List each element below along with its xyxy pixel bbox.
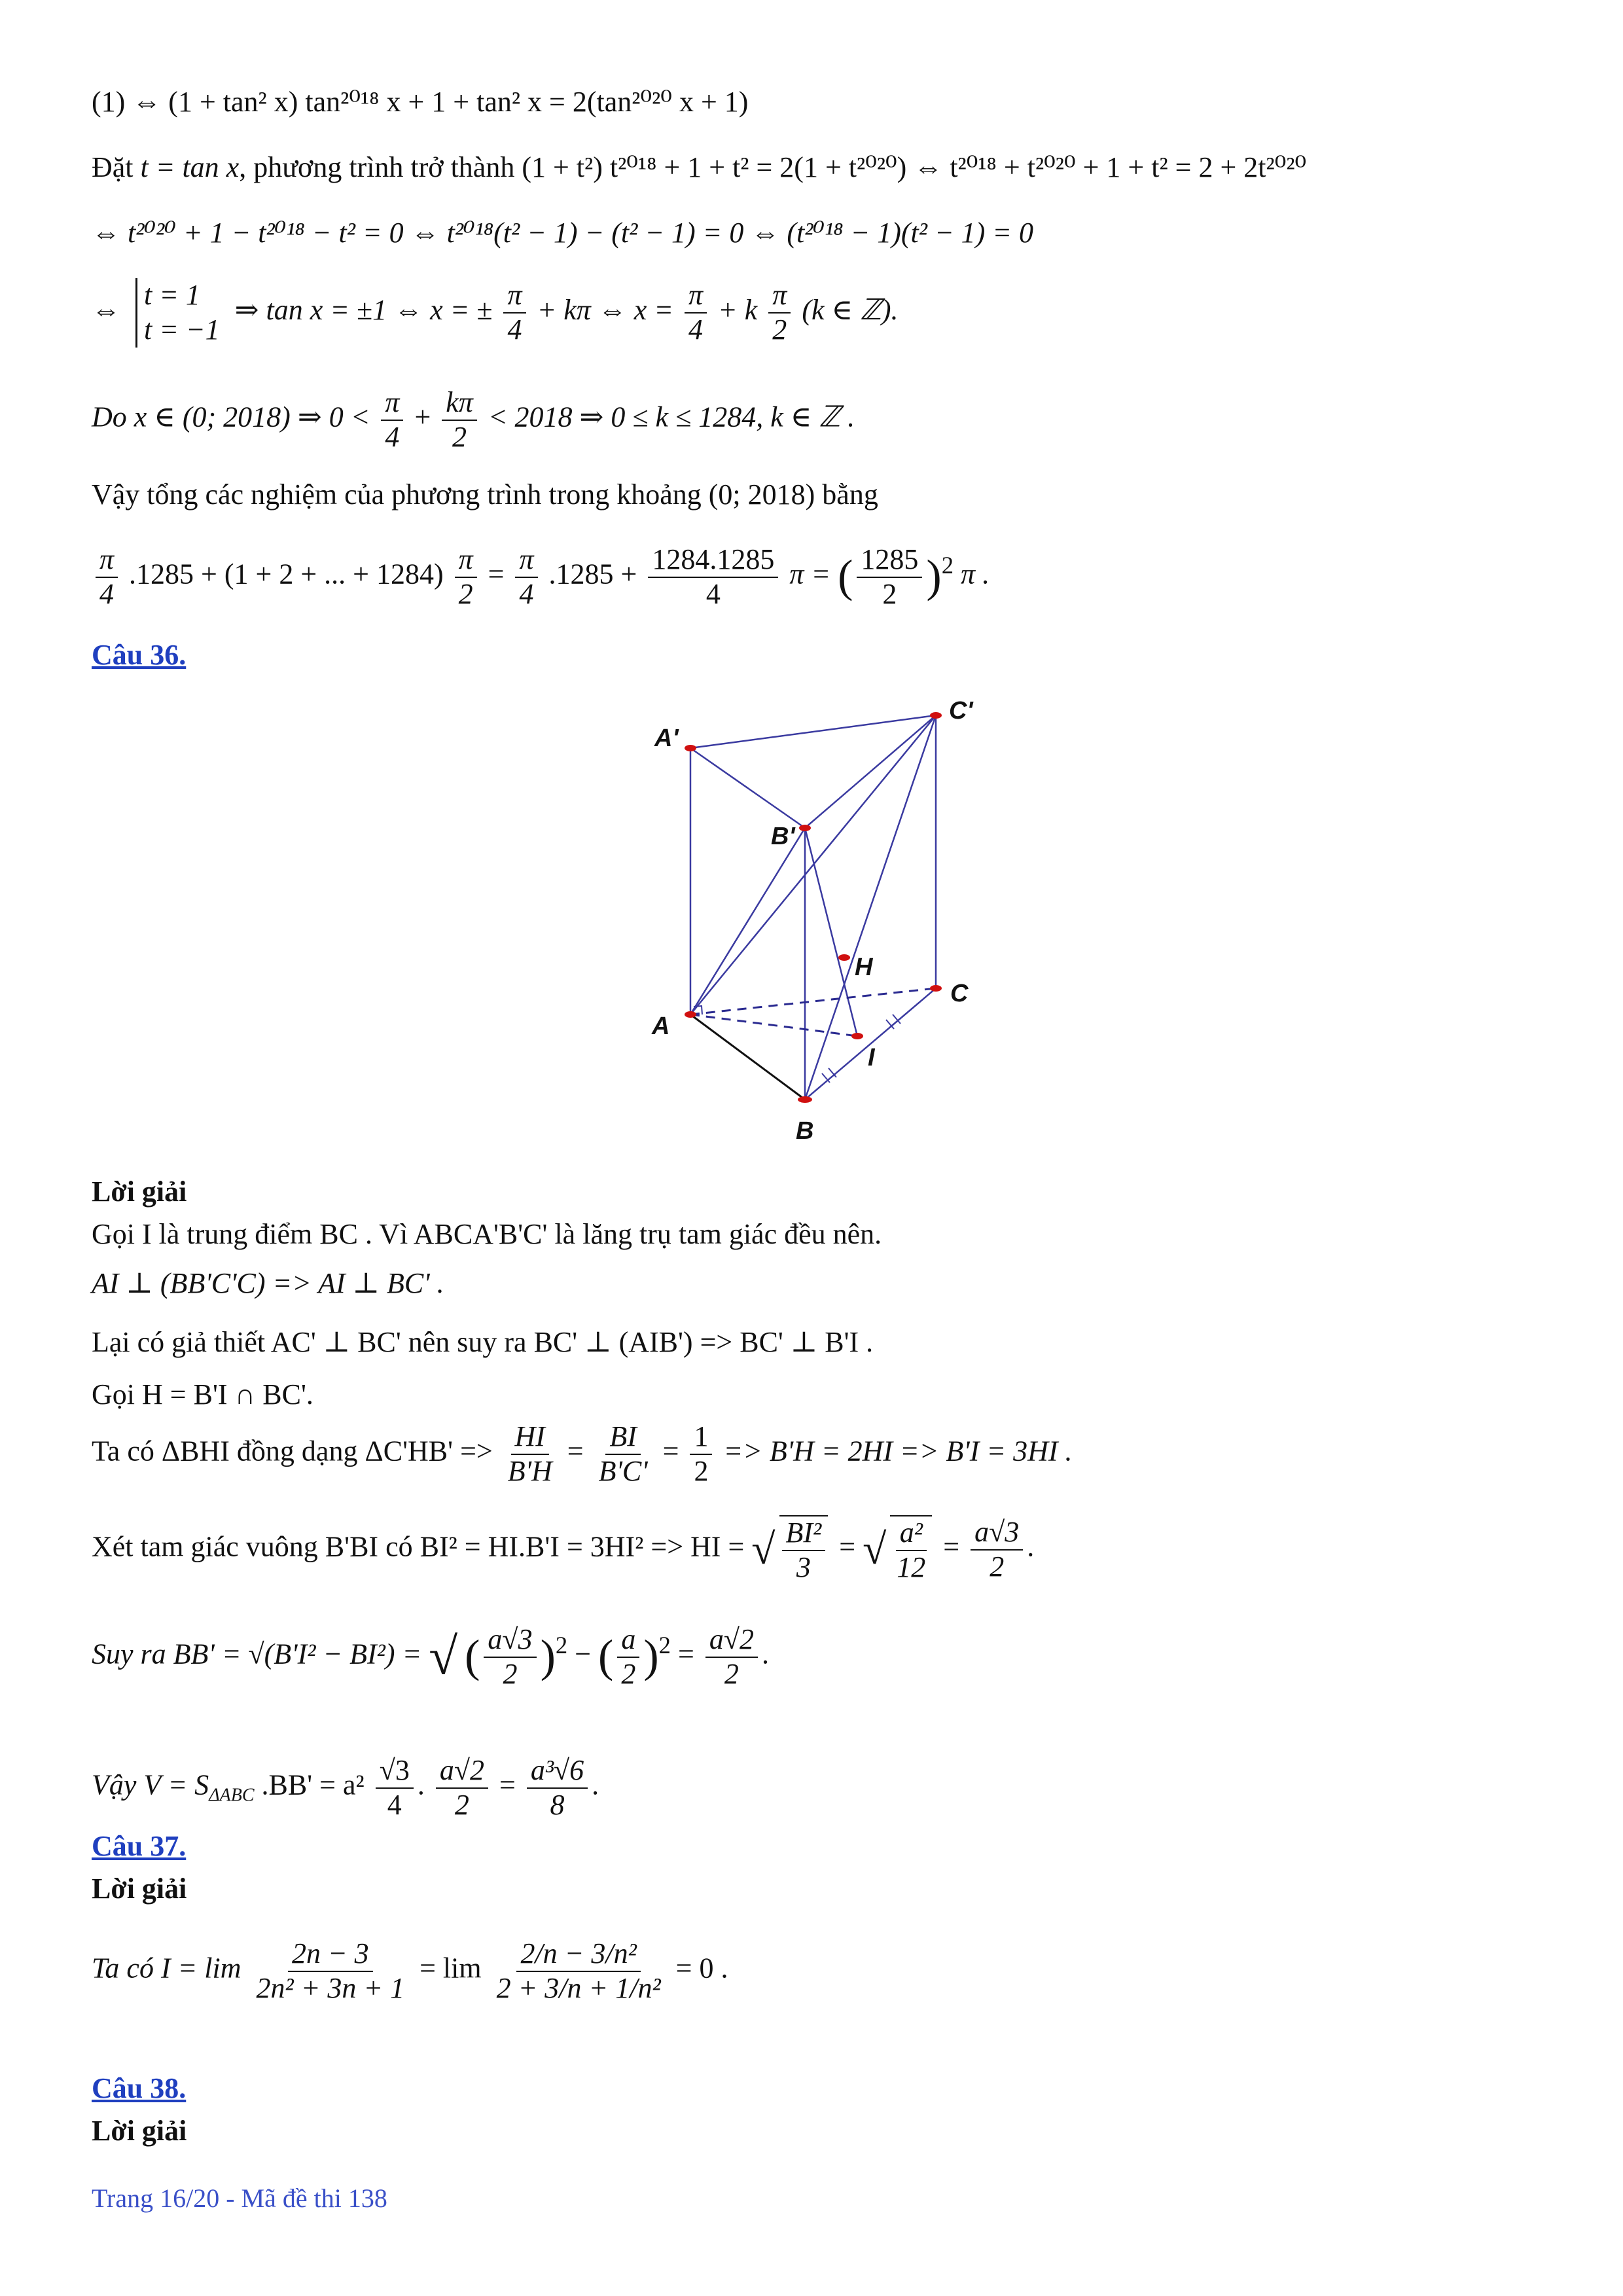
sum-result-line: $\frac{\pi}{4}$ .1285 + (1 + 2 + ... + 1284) $\frac{\pi}{2}$ = $\frac{\pi}{4}$ .1285 + $\frac{1284.1285}{4}$ π = ( $\frac{1285}{2}$ )$^2$ π . xyxy=(92,543,990,611)
edge-a-c-prime xyxy=(690,715,936,1014)
solution-37-heading: Lời giải xyxy=(92,1873,187,1905)
point-i xyxy=(851,1033,863,1039)
limit-result: = 0 . xyxy=(675,1952,728,1984)
tan-solution: ⇒ tan x = ±1 ⇔ x = ± xyxy=(234,293,493,326)
edge-a-c-dashed xyxy=(690,988,936,1014)
substitution-text: , phương trình trở thành xyxy=(239,151,515,183)
solution-line-3: Lại có giả thiết AC' ⊥ BC' nên suy ra BC' ⊥ (AIB') => BC' ⊥ B'I . xyxy=(92,1326,874,1358)
point-a-prime xyxy=(685,745,696,751)
edge-b-prime-i xyxy=(805,828,857,1036)
fraction-one-half: $\frac{1}{2}$ xyxy=(690,1420,712,1488)
point-b xyxy=(798,1096,812,1103)
fraction-volume-result: $\frac{\text{a³√6}}{8}$ xyxy=(527,1754,588,1821)
label-c: C xyxy=(950,980,969,1007)
system-row-1: t = 1 xyxy=(144,279,200,311)
right-triangle-text: Xét tam giác vuông B'BI có BI² = HI.B'I = 3HI² => HI = xyxy=(92,1530,745,1563)
label-c-prime: C' xyxy=(949,697,973,725)
solution-line-1: Gọi I là trung điểm BC . Vì ABCA'B'C' là lăng trụ tam giác đều nên. xyxy=(92,1218,882,1250)
fraction-pi-over-2-b: $\frac{\pi}{2}$ xyxy=(455,543,477,611)
fraction-a-sqrt3-over-2: $\frac{a√3}{2}$ xyxy=(971,1516,1023,1583)
range-condition: Do x ∈ (0; 2018) ⇒ 0 < xyxy=(92,401,370,433)
fraction-sqrt3-over-4: $\frac{√3}{4}$ xyxy=(376,1754,414,1821)
substitution: t = tan x xyxy=(140,151,240,183)
sum-intro-line xyxy=(92,478,878,512)
fraction-1285-over-2: $\frac{1285}{2}$ xyxy=(857,543,922,611)
solution-line-5: Ta có ΔBHI đồng dạng ΔC'HB' => $\frac{HI}{B'H}$ = $\frac{BI}{B'C'}$ = $\frac{1}{2}$ => B'H = 2HI => B'I = 3HI . xyxy=(92,1420,1073,1487)
volume-formula: Vậy V = S xyxy=(92,1768,209,1801)
fraction-limit-1: $\frac{2n - 3}{\text{2n² + 3n + 1}}$ xyxy=(256,1937,405,2004)
fraction-pi-over-2: $\frac{\pi}{2}$ xyxy=(768,279,791,346)
sqrt-a2-over-12: $\frac{\text{a²}}{12}$ xyxy=(890,1515,932,1584)
point-a xyxy=(685,1011,696,1018)
fraction-product: $\frac{1284.1285}{4}$ xyxy=(648,543,778,611)
fraction-pi-over-4: $\frac{\pi}{4}$ xyxy=(503,279,526,346)
similar-triangles: Ta có ΔBHI đồng dạng ΔC'HB' => xyxy=(92,1435,493,1467)
point-b-prime xyxy=(799,825,811,831)
k-domain: (k ∈ ℤ). xyxy=(802,293,899,326)
fraction-a-sqrt2-over-2-b: $\frac{a√2}{2}$ xyxy=(436,1754,488,1821)
fraction-a-sqrt3-over-2-b: $\frac{a√3}{2}$ xyxy=(484,1623,536,1691)
point-c-prime xyxy=(930,712,942,719)
sum-intro: Vậy tổng các nghiệm của phương trình trong khoảng (0; 2018) bằng xyxy=(92,478,878,511)
solution-line-4: Gọi H = B'I ∩ BC'. xyxy=(92,1378,313,1410)
volume-expr: .BB' = a² xyxy=(261,1768,365,1801)
solution-line-7: Suy ra BB' = √(B'I² − BI²) = √ ( $\frac{a√3}{2}$ )$^2$ − ( $\frac{a}{2}$ )$^2$ = $\frac{a√2}{2}$ . xyxy=(92,1623,769,1690)
label-h: H xyxy=(855,954,873,981)
fraction-bi-over-bc: $\frac{BI}{B'C'}$ xyxy=(598,1420,648,1487)
sum-expression: .1285 + (1 + 2 + ... + 1284) xyxy=(129,558,444,590)
solution-line-8: Vậy $V = S_{\Delta ABC}$ .BB' = a² $\frac{√3}{4}$ . $\frac{a√2}{2}$ = $\frac{\text{a³√6}}{8}$ . xyxy=(92,1754,599,1821)
k-term: + k xyxy=(718,293,758,326)
edge-a-prime-c-prime xyxy=(690,715,936,748)
question-38-heading: Câu 38. xyxy=(92,2072,187,2104)
equation-3: ⇔ t²⁰²⁰ + 1 − t²⁰¹⁸ − t² = 0 ⇔ t²⁰¹⁸(t² − 1) − (t² − 1) = 0 ⇔ (t²⁰¹⁸ − 1)(t² − 1) = 0 xyxy=(92,217,1034,249)
fraction-kpi-over-2: $\frac{k\pi}{2}$ xyxy=(442,386,477,454)
fraction-limit-2: $\frac{\text{2/n − 3/n²}}{\text{2 + 3/n + 1/n²}}$ xyxy=(496,1937,661,2004)
pi-equals: π = xyxy=(789,558,831,590)
solution-38-heading: Lời giải xyxy=(92,2115,187,2147)
factorization-line xyxy=(92,216,1033,251)
prism-figure xyxy=(628,681,1034,1158)
sum-term: .1285 + xyxy=(548,558,637,590)
label-a: A xyxy=(652,1013,670,1040)
equation-2: (1 + t²) t²⁰¹⁸ + 1 + t² = 2(1 + t²⁰²⁰) ⇔ t²⁰¹⁸ + t²⁰²⁰ + 1 + t² = 2 + 2t²⁰²⁰ xyxy=(522,151,1307,183)
edge-a-prime-b-prime xyxy=(690,748,805,828)
point-h xyxy=(838,954,850,961)
question-36-heading: Câu 36. xyxy=(92,639,187,671)
label-i: I xyxy=(868,1044,875,1071)
solution-line-2: AI ⊥ (BB'C'C) => AI ⊥ BC' . xyxy=(92,1267,444,1299)
label-b-prime: B' xyxy=(771,823,795,850)
solution-line-6: Xét tam giác vuông B'BI có BI² = HI.B'I = 3HI² => HI = √ $\frac{\text{BI²}}{3}$ = √ $\frac{\text{a²}}{12}$ = $\frac{a√3}{2}$ . xyxy=(92,1516,1035,1583)
equation-1: (1) ⇔ (1 + tan² x) tan²⁰¹⁸ x + 1 + tan² x = 2(tan²⁰²⁰ x + 1) xyxy=(92,86,749,118)
equation-system xyxy=(135,278,220,348)
equals: = xyxy=(488,558,505,590)
pi-end: π . xyxy=(961,558,990,590)
equation-line-1 xyxy=(92,85,748,120)
fraction-hi-over-bh: $\frac{HI}{B'H}$ xyxy=(507,1420,552,1487)
fraction-pi-over-4-e: $\frac{\pi}{4}$ xyxy=(515,543,537,611)
bb-prime-text: Suy ra BB' = √(B'I² − BI²) = xyxy=(92,1638,422,1670)
fraction-pi-over-4-c: $\frac{\pi}{4}$ xyxy=(381,386,403,454)
solution-36-heading: Lời giải xyxy=(92,1175,187,1208)
fraction-a-over-2: $\frac{a}{2}$ xyxy=(617,1623,639,1691)
range-line: Do x ∈ (0; 2018) ⇒ 0 < $\frac{\pi}{4}$ + $\frac{k\pi}{2}$ < 2018 ⇒ 0 ≤ k ≤ 1284, k ∈ ℤ . xyxy=(92,386,855,453)
equivalence-arrow: ⇔ xyxy=(92,293,120,326)
ratio-result: => B'H = 2HI => B'I = 3HI . xyxy=(723,1435,1073,1467)
system-row-2: t = −1 xyxy=(144,313,220,346)
fraction-pi-over-4-d: $\frac{\pi}{4}$ xyxy=(96,543,118,611)
page-footer: Trang 16/20 - Mã đề thi 138 xyxy=(92,2183,387,2213)
limit-text: Ta có I = lim xyxy=(92,1952,241,1984)
label-b: B xyxy=(796,1117,814,1145)
limit-text-2: = lim xyxy=(419,1952,482,1984)
limit-line xyxy=(92,1937,728,2005)
label-a-prime: A' xyxy=(654,725,679,752)
k-range: < 2018 ⇒ 0 ≤ k ≤ 1284, k ∈ ℤ . xyxy=(488,401,855,433)
sqrt-bi2-over-3: $\frac{\text{BI²}}{3}$ xyxy=(779,1515,829,1584)
fraction-a-sqrt2-over-2: $\frac{a√2}{2}$ xyxy=(705,1623,758,1691)
solution-system-line xyxy=(92,278,898,348)
fraction-pi-over-4-b: $\frac{\pi}{4}$ xyxy=(685,279,707,346)
point-c xyxy=(930,985,942,992)
general-solution: + kπ ⇔ x = xyxy=(537,293,673,326)
question-37-heading: Câu 37. xyxy=(92,1830,187,1862)
edge-a-b-prime xyxy=(690,828,805,1014)
area-subscript: ΔABC xyxy=(209,1785,255,1806)
set-label: Đặt xyxy=(92,151,134,183)
substitution-line xyxy=(92,151,1306,185)
